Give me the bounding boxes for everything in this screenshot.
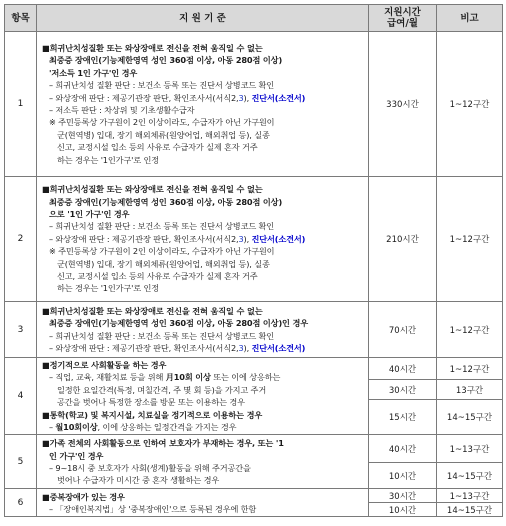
table-row <box>5 32 503 177</box>
support-time: 15시간 <box>369 400 437 435</box>
table-row <box>5 177 503 302</box>
row-criteria: ■가족 전체의 사회활동으로 인하여 보호자가 부재하는 경우, 또는 '1 인 가구'인 경우 – 9~18시 중 보호자가 사회(생계)활동을 위해 주거공간을 벗어나 수급자가 미시간 중 혼자 생활하는 경우 <box>37 435 369 489</box>
section-note: 1~13구간 <box>437 489 503 503</box>
section-note: 1~12구간 <box>437 32 503 177</box>
table-row <box>5 302 503 358</box>
row-number: 3 <box>5 302 37 358</box>
table-row <box>5 435 503 463</box>
header-row <box>5 5 503 32</box>
row-criteria: ■중복장애가 있는 경우 – 「장애인복지법」상 '중복장애인'으로 등록된 경우에 한함 <box>37 489 369 517</box>
section-note: 13구간 <box>437 380 503 400</box>
support-time: 70시간 <box>369 302 437 358</box>
header-item: 항목 <box>5 5 37 32</box>
support-time: 210시간 <box>369 177 437 302</box>
section-note: 14~15구간 <box>437 463 503 489</box>
table-row <box>5 358 503 380</box>
row-number: 1 <box>5 32 37 177</box>
support-time: 10시간 <box>369 463 437 489</box>
support-time: 330시간 <box>369 32 437 177</box>
row-number: 4 <box>5 358 37 435</box>
row-criteria: ■정기적으로 사회활동을 하는 경우 – 직업, 교육, 재활치료 등을 위해 月10회 이상 또는 이에 상응하는 일정한 요일간격(특정, 며칠간격, 주 몇 회 등)을 가지고 주거 공간을 벗어나 특정한 장소를 방문 또는 이용하는 경우 ■통학(학교) 및 복지시설, 치료실을 정기적으로 이용하는 경우 – 월10회이상, 이에 상응하는 일정간격을 가지는 경우 <box>37 358 369 435</box>
row-number: 5 <box>5 435 37 489</box>
section-note: 1~12구간 <box>437 177 503 302</box>
section-note: 14~15구간 <box>437 400 503 435</box>
section-note: 14~15구간 <box>437 503 503 517</box>
support-criteria-table <box>4 4 503 517</box>
row-number: 2 <box>5 177 37 302</box>
header-criteria: 지 원 기 준 <box>37 5 369 32</box>
support-time: 10시간 <box>369 503 437 517</box>
section-note: 1~12구간 <box>437 302 503 358</box>
support-time: 30시간 <box>369 489 437 503</box>
support-time: 40시간 <box>369 435 437 463</box>
header-note: 비고 <box>437 5 503 32</box>
support-time: 40시간 <box>369 358 437 380</box>
row-number: 6 <box>5 489 37 517</box>
section-note: 1~12구간 <box>437 358 503 380</box>
header-support-time: 지원시간 급여/월 <box>369 5 437 32</box>
support-time: 30시간 <box>369 380 437 400</box>
row-criteria: ■희귀난치성질환 또는 와상장애로 전신을 전혀 움직일 수 없는 최중증 장애인(기능제한영역 성인 360점 이상, 아동 280점 이상) 으로 '1인 가구'인 경우 – 희귀난치성 질환 판단 : 보건소 등록 또는 진단서 상병코드 확인 – 와상장애 판단 : 제공기관장 판단, 확인조사서(서식2,3), 진단서(소견서) ※ 주민등록상 가구원이 2인 이상이라도, 수급자가 아닌 가구원이 군(현역병) 입대, 장기 해외체류(원양어업, 해외취업 등), 실종 신고, 교정시설 입소 등의 사유로 수급자가 실제 혼자 거주 하는 경우는 '1인가구'로 인정 <box>37 177 369 302</box>
section-note: 1~13구간 <box>437 435 503 463</box>
row-criteria: ■희귀난치성질환 또는 와상장애로 전신을 전혀 움직일 수 없는 최중증 장애인(기능제한영역 성인 360점 이상, 아동 280점 이상) '저소득 1인 가구'인 경우 – 희귀난치성 질환 판단 : 보건소 등록 또는 진단서 상병코드 확인 – 와상장애 판단 : 제공기관장 판단, 확인조사서(서식2,3), 진단서(소견서) – 저소득 판단 : 차상위 및 기초생활수급자 ※ 주민등록상 가구원이 2인 이상이라도, 수급자가 아닌 가구원이 군(현역병) 입대, 장기 해외체류(원양어업, 해외취업 등), 실종 신고, 교정시설 입소 등의 사유로 수급자가 실제 혼자 거주 하는 경우는 '1인가구'로 인정 <box>37 32 369 177</box>
table-row <box>5 489 503 503</box>
row-criteria: ■희귀난치성질환 또는 와상장애로 전신을 전혀 움직일 수 없는 최중증 장애인(기능제한영역 성인 360점 이상, 아동 280점 이상)인 경우 – 희귀난치성 질환 판단 : 보건소 등록 또는 진단서 상병코드 확인 – 와상장애 판단 : 제공기관장 판단, 확인조사서(서식2,3), 진단서(소견서) <box>37 302 369 358</box>
